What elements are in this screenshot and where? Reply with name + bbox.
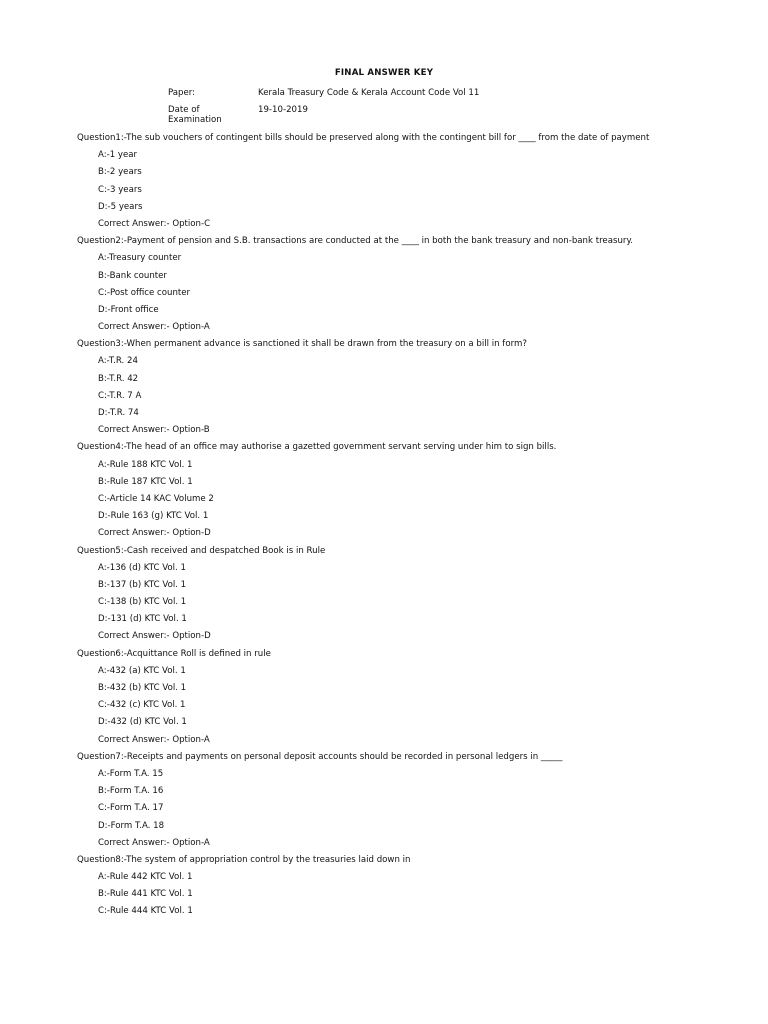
answer-option: D:-Rule 163 (g) KTC Vol. 1 (98, 511, 209, 522)
answer-option: B:-432 (b) KTC Vol. 1 (98, 683, 187, 693)
answer-option: C:-432 (c) KTC Vol. 1 (98, 700, 186, 711)
answer-option: B:-Bank counter (98, 270, 167, 281)
answer-option: D:-5 years (98, 201, 143, 212)
date-label-line2: Examination (168, 115, 222, 125)
date-label-line1: Date of (168, 105, 200, 115)
correct-answer: Correct Answer:- Option-C (98, 218, 211, 229)
answer-option: C:-Post office counter (98, 287, 191, 298)
question-block (77, 750, 757, 853)
answer-option: A:-Rule 442 KTC Vol. 1 (98, 872, 193, 883)
answer-option: C:-T.R. 7 A (98, 390, 142, 401)
correct-answer: Correct Answer:- Option-D (98, 631, 211, 642)
answer-option: C:-Form T.A. 17 (98, 803, 164, 814)
paper-label: Paper: (168, 88, 196, 98)
date-value: 19-10-2019 (258, 105, 308, 115)
answer-option: C:-138 (b) KTC Vol. 1 (98, 597, 187, 608)
answer-option: B:-Rule 187 KTC Vol. 1 (98, 476, 193, 487)
question-block (77, 853, 757, 922)
question-block (77, 544, 757, 647)
answer-option: A:-136 (d) KTC Vol. 1 (98, 562, 186, 573)
question-text: Question4:-The head of an office may authorise a gazetted government servant serving under him to sign bills. (77, 442, 557, 453)
answer-option: C:-Article 14 KAC Volume 2 (98, 493, 214, 504)
answer-option: D:-131 (d) KTC Vol. 1 (98, 614, 187, 625)
correct-answer: Correct Answer:- Option-A (98, 837, 210, 848)
question-block (77, 647, 757, 750)
question-text: Question1:-The sub vouchers of contingent bills should be preserved along with the contingent bill for ____ from the date of payment (77, 133, 650, 143)
question-block (77, 234, 757, 337)
answer-option: A:-1 year (98, 150, 138, 161)
answer-option: B:-137 (b) KTC Vol. 1 (98, 579, 187, 590)
paper-value: Kerala Treasury Code & Kerala Account Code Vol 11 (258, 88, 480, 98)
question-list (77, 131, 757, 922)
answer-option: D:-Form T.A. 18 (98, 820, 165, 831)
answer-option: A:-T.R. 24 (98, 356, 138, 367)
question-block (77, 440, 757, 543)
page-title: FINAL ANSWER KEY (334, 68, 434, 78)
question-text: Question3:-When permanent advance is sanctioned it shall be drawn from the treasury on a bill in form? (77, 339, 527, 350)
answer-option: A:-Rule 188 KTC Vol. 1 (98, 459, 193, 470)
answer-option: B:-Form T.A. 16 (98, 786, 164, 797)
question-text: Question2:-Payment of pension and S.B. transactions are conducted at the ____ in both the bank treasury and non-bank treasury. (77, 236, 634, 247)
question-text: Question5:-Cash received and despatched Book is in Rule (77, 545, 326, 556)
answer-option: B:-T.R. 42 (98, 373, 139, 384)
question-text: Question8:-The system of appropriation control by the treasuries laid down in (77, 854, 411, 865)
answer-option: C:-Rule 444 KTC Vol. 1 (98, 906, 193, 917)
answer-option: A:-Treasury counter (98, 253, 182, 264)
answer-option: C:-3 years (98, 184, 142, 195)
question-block (77, 131, 757, 234)
correct-answer: Correct Answer:- Option-A (98, 322, 210, 333)
answer-option: A:-Form T.A. 15 (98, 768, 164, 779)
correct-answer: Correct Answer:- Option-B (98, 425, 210, 436)
answer-option: A:-432 (a) KTC Vol. 1 (98, 665, 186, 676)
correct-answer: Correct Answer:- Option-A (98, 734, 210, 745)
answer-option: D:-T.R. 74 (98, 408, 139, 418)
correct-answer: Correct Answer:- Option-D (98, 528, 211, 539)
question-text: Question6:-Acquittance Roll is defined in rule (77, 648, 271, 659)
question-text: Question7:-Receipts and payments on personal deposit accounts should be recorded in personal ledgers in _____ (77, 751, 563, 762)
question-block (77, 337, 757, 440)
answer-option: D:-Front office (98, 304, 159, 315)
answer-option: B:-Rule 441 KTC Vol. 1 (98, 889, 193, 900)
answer-option: D:-432 (d) KTC Vol. 1 (98, 717, 187, 728)
answer-option: B:-2 years (98, 167, 142, 178)
